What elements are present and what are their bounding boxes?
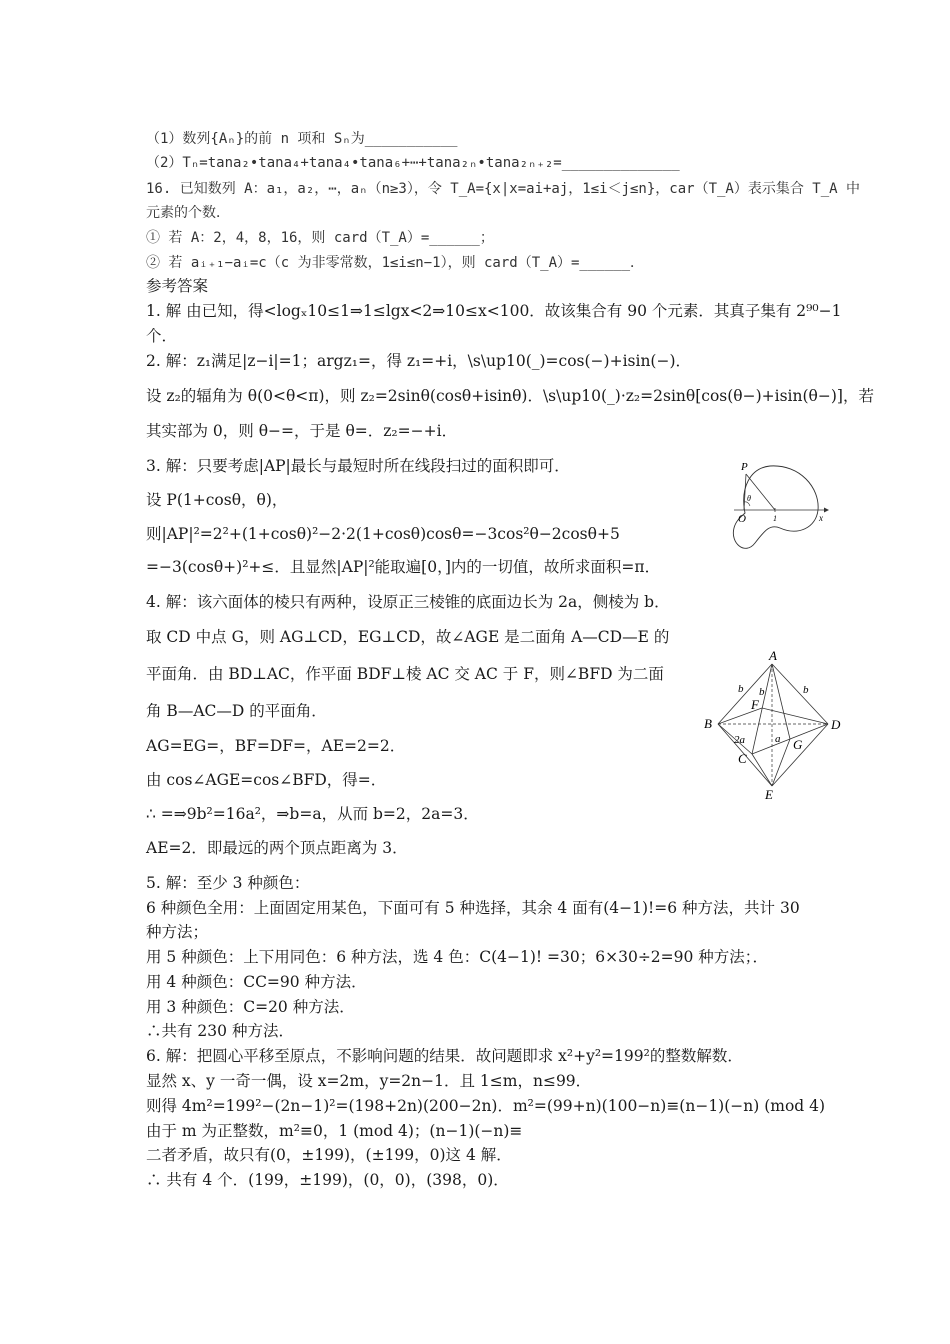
text-line: ∴ 共有 4 个．(199，±199)，(0，0)，(398，0)．: [146, 1171, 509, 1189]
text-line: 二者矛盾，故只有(0，±199)，(±199，0)这 4 解．: [146, 1146, 512, 1164]
label-b-right: b: [803, 684, 809, 696]
label-b-left: b: [738, 683, 744, 695]
text-line: AE=2．即最远的两个顶点距离为 3．: [146, 839, 408, 857]
text-line: 4. 解：该六面体的棱只有两种，设原正三棱锥的底面边长为 2a，侧棱为 b．: [146, 593, 670, 611]
text-line: 用 3 种颜色：C=20 种方法．: [146, 998, 355, 1016]
label-tick-1: 1: [773, 514, 777, 523]
text-line: （1）数列{Aₙ}的前 n 项和 Sₙ为___________: [146, 131, 458, 147]
text-line: 6 种颜色全用：上面固定用某色，下面可有 5 种选择，其余 4 面有(4−1)!=6 种方法，共计 30: [146, 899, 800, 917]
label-P: P: [741, 461, 748, 473]
text-line: 个．: [146, 327, 178, 345]
label-2a: 2a: [734, 734, 745, 746]
text-line: 3. 解：只要考虑|AP|最长与最短时所在线段扫过的面积即可．: [146, 457, 570, 475]
text-line: AG=EG=，BF=DF=，AE=2=2．: [146, 737, 406, 755]
text-line: ∴ =⇒9b²=16a²，⇒b=a，从而 b=2，2a=3．: [146, 805, 479, 823]
text-line: 平面角．由 BD⊥AC，作平面 BDF⊥棱 AC 交 AC 于 F，则∠BFD 为二面: [146, 665, 664, 683]
label-O: O: [738, 513, 746, 525]
text-line: 5. 解：至少 3 种颜色：: [146, 874, 310, 892]
text-line: 设 P(1+cosθ，θ)，: [146, 491, 288, 509]
text-line: 取 CD 中点 G，则 AG⊥CD，EG⊥CD，故∠AGE 是二面角 A—CD—E 的: [146, 628, 670, 646]
label-A: A: [769, 648, 777, 663]
text-line: ② 若 aᵢ₊₁−aᵢ=c（c 为非零常数，1≤i≤n−1），则 card（T_A）=______．: [146, 255, 645, 271]
section-heading: 参考答案: [146, 277, 209, 295]
edge-AD: [772, 664, 828, 724]
text-line: 元素的个数．: [146, 205, 230, 221]
segment-GE: [772, 739, 790, 786]
label-F: F: [751, 697, 759, 712]
label-D: D: [831, 717, 841, 732]
text-line: 由 cos∠AGE=cos∠BFD，得=．: [146, 771, 387, 789]
text-line: =−3(cosθ+)²+≤．且显然|AP|²能取遍[0，]内的一切值，故所求面积=π．: [146, 558, 661, 576]
text-line: 由于 m 为正整数，m²≡0，1 (mod 4)；(n−1)(−n)≡: [146, 1122, 523, 1140]
text-line: 则得 4m²=199²−(2n−1)²=(198+2n)(200−2n)．m²=(99+n)(100−n)≡(n−1)(−n) (mod 4): [146, 1097, 826, 1115]
segment-AG: [772, 664, 790, 739]
text-line: （2）Tₙ=tana₂•tana₄+tana₄•tana₆+⋯+tana₂ₙ•tana₂ₙ₊₂=______________: [146, 155, 680, 171]
label-G: G: [793, 737, 803, 752]
text-line: 2. 解：z₁满足|z−i|=1；argz₁=，得 z₁=+i，\s\up10(_)=cos(−)+isin(−)．: [146, 352, 692, 370]
text-line: 6. 解：把圆心平移至原点，不影响问题的结果．故问题即求 x²+y²=199²的整数解数．: [146, 1047, 743, 1065]
text-line: 设 z₂的辐角为 θ(0<θ<π)，则 z₂=2sinθ(cosθ+isinθ)．\s\up10(_)·z₂=2sinθ[cos(θ−)+isin(θ−)]，若: [146, 387, 874, 405]
text-line: 1. 解 由已知，得<logₓ10≤1⇒1≤lgx<2⇒10≤x<100．故该集合有 90 个元素．其真子集有 2⁹⁰−1: [146, 302, 842, 320]
text-line: 角 B—AC—D 的平面角．: [146, 702, 327, 720]
text-line: 其实部为 0，则 θ−=，于是 θ=．z₂=−+i．: [146, 422, 458, 440]
text-line: 用 5 种颜色：上下用同色：6 种方法，选 4 色：C(4−1)! =30；6×30÷2=90 种方法；．: [146, 948, 769, 966]
label-theta: θ: [747, 494, 751, 503]
text-line: 用 4 种颜色：CC=90 种方法．: [146, 973, 367, 991]
x-axis-arrow: [824, 508, 829, 513]
ap-segment: [746, 474, 775, 510]
label-x: x: [819, 513, 823, 523]
label-B: B: [704, 716, 712, 731]
text-line: ① 若 A：2，4，8，16，则 card（T_A）=______；: [146, 230, 494, 246]
text-line: 种方法；: [146, 923, 209, 941]
text-line: ∴共有 230 种方法．: [146, 1022, 294, 1040]
text-line: 16. 已知数列 A：a₁，a₂，⋯，aₙ（n≥3），令 T_A={x|x=ai+aj，1≤i＜j≤n}，car（T_A）表示集合 T_A 中: [146, 181, 861, 197]
label-a: a: [775, 733, 781, 745]
text-line: 则|AP|²=2²+(1+cosθ)²−2·2(1+cosθ)cosθ=−3cos²θ−2cosθ+5: [146, 525, 620, 543]
text-line: 显然 x、y 一奇一偶，设 x=2m，y=2n−1．且 1≤m，n≤99．: [146, 1072, 592, 1090]
polar-curve-figure: [720, 458, 832, 558]
edge-EC: [752, 754, 772, 786]
label-C: C: [738, 751, 747, 766]
label-b-mid: b: [759, 686, 765, 698]
label-E: E: [765, 787, 773, 800]
hexahedron-figure: [700, 648, 850, 800]
